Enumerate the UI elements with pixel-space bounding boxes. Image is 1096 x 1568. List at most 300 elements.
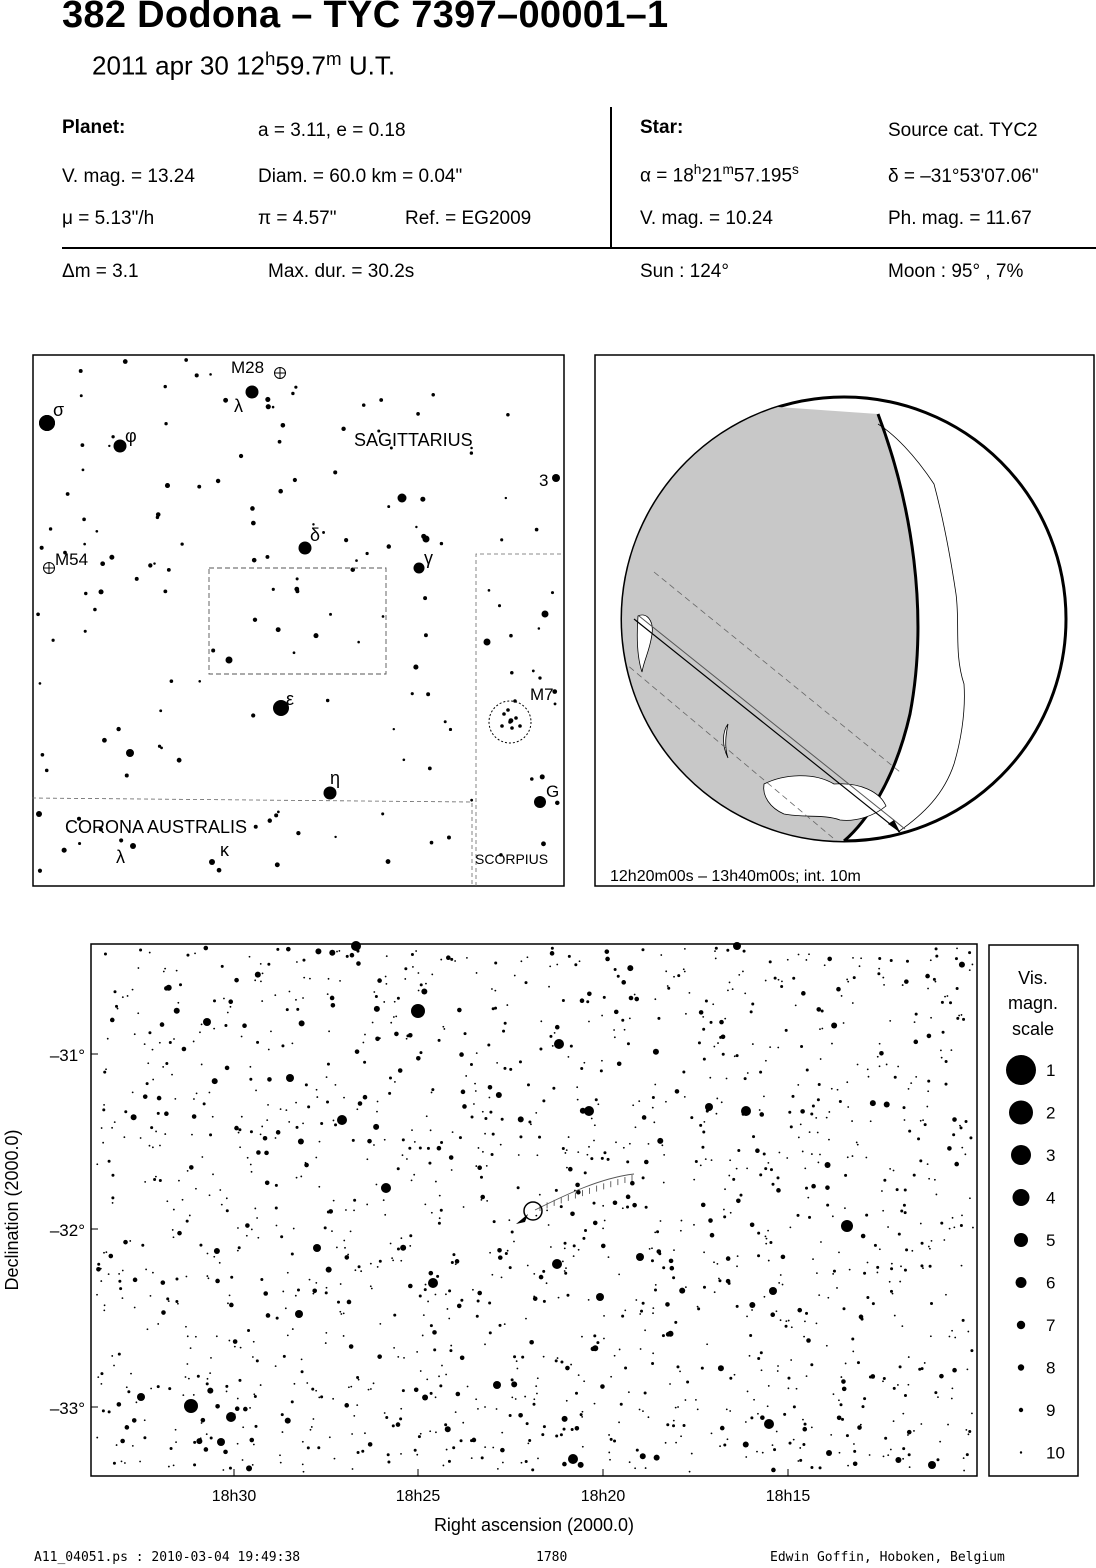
field-star <box>159 1145 161 1147</box>
planet-parallax: π = 4.57" <box>258 208 337 229</box>
x-tick-label: 18h15 <box>765 1488 811 1505</box>
field-star <box>876 1266 879 1269</box>
field-star <box>881 1190 883 1192</box>
field-star <box>680 1230 682 1232</box>
field-star <box>331 1230 333 1232</box>
field-star <box>672 1424 675 1427</box>
field-star <box>613 1440 616 1443</box>
finder-star <box>551 591 554 594</box>
field-star <box>149 952 151 954</box>
field-star <box>482 1151 484 1153</box>
field-star <box>237 1227 239 1229</box>
field-star <box>949 1228 951 1230</box>
x-axis-title: Right ascension (2000.0) <box>433 1515 635 1535</box>
field-star <box>587 991 592 996</box>
field-star <box>797 1460 799 1462</box>
field-star <box>930 1017 932 1019</box>
field-star <box>461 1090 466 1095</box>
field-star <box>711 1159 713 1161</box>
field-star <box>550 951 555 956</box>
finder-star <box>278 440 282 444</box>
finder-star <box>111 435 114 438</box>
field-star <box>496 1408 498 1410</box>
field-star <box>193 1098 195 1100</box>
field-star <box>435 1431 437 1433</box>
field-star <box>614 968 617 971</box>
field-star <box>122 996 124 998</box>
field-star <box>168 1466 170 1468</box>
field-star <box>281 1044 284 1047</box>
field-star <box>718 1365 724 1371</box>
field-star <box>935 947 938 950</box>
field-star <box>229 1467 232 1470</box>
field-star <box>206 1275 208 1277</box>
field-star <box>204 1447 209 1452</box>
field-star <box>118 1280 121 1283</box>
field-star <box>486 1200 488 1202</box>
field-star <box>961 1147 963 1149</box>
field-star <box>246 1465 252 1471</box>
field-star <box>621 980 626 985</box>
field-star <box>340 1313 342 1315</box>
field-star <box>851 1120 853 1122</box>
field-star <box>159 1042 161 1044</box>
field-star <box>591 1347 596 1352</box>
field-star <box>967 1331 969 1333</box>
field-star <box>193 1463 196 1466</box>
field-star <box>476 972 478 974</box>
finder-star <box>265 397 270 402</box>
field-star <box>329 1436 331 1438</box>
finder-star <box>293 478 297 482</box>
field-star <box>141 1244 144 1247</box>
field-star <box>911 1250 913 1252</box>
field-star <box>475 1090 477 1092</box>
finder-star <box>514 716 518 720</box>
field-star <box>384 1412 386 1414</box>
field-star <box>934 1179 936 1181</box>
field-star <box>212 1078 218 1084</box>
field-star <box>309 978 311 980</box>
field-star <box>525 1318 527 1320</box>
field-star <box>788 1387 790 1389</box>
field-star <box>493 1220 496 1223</box>
finder-star <box>381 812 384 815</box>
field-star <box>105 1251 107 1253</box>
field-star <box>456 1392 461 1397</box>
field-star <box>472 1289 474 1291</box>
field-star <box>144 1043 146 1045</box>
field-star <box>657 1017 660 1020</box>
field-star <box>595 1098 598 1101</box>
field-star <box>364 1432 366 1434</box>
field-star <box>454 960 456 962</box>
field-star <box>652 1307 654 1309</box>
field-star <box>765 1235 767 1237</box>
field-star <box>624 1309 626 1311</box>
field-star <box>769 1046 771 1048</box>
finder-star <box>540 774 545 779</box>
field-star <box>839 1403 842 1406</box>
field-star <box>222 1469 224 1471</box>
field-star <box>582 1237 585 1240</box>
field-star <box>316 1089 318 1091</box>
field-star <box>635 1126 637 1128</box>
field-star <box>445 1426 451 1432</box>
field-star <box>623 1147 625 1149</box>
field-star <box>971 1412 973 1414</box>
field-star <box>292 1328 294 1330</box>
field-star <box>450 1345 452 1347</box>
field-star <box>899 1281 901 1283</box>
finder-star <box>296 831 300 835</box>
finder-star <box>431 393 435 397</box>
field-star <box>849 1269 851 1271</box>
field-star <box>913 1430 915 1432</box>
field-star <box>603 996 606 999</box>
field-star <box>944 996 946 998</box>
field-star <box>897 1384 899 1386</box>
field-star <box>961 1214 963 1216</box>
finder-star <box>275 862 280 867</box>
field-star <box>500 1144 502 1146</box>
field-star <box>828 1139 830 1141</box>
finder-star <box>552 474 560 482</box>
field-star <box>229 1303 234 1308</box>
field-star <box>501 1432 503 1434</box>
finder-star <box>538 676 541 679</box>
field-star <box>767 1230 769 1232</box>
field-star <box>629 1017 631 1019</box>
field-star <box>737 1149 740 1152</box>
field-star <box>887 1226 889 1228</box>
field-star <box>350 1386 352 1388</box>
field-star <box>578 1374 580 1376</box>
sun-elongation: Sun : 124° <box>640 261 729 282</box>
field-star <box>596 1341 599 1344</box>
field-star <box>691 1453 693 1455</box>
field-star <box>673 1420 675 1422</box>
field-star <box>954 1337 956 1339</box>
field-star <box>877 972 880 975</box>
finder-star <box>440 542 443 545</box>
field-star <box>763 1152 766 1155</box>
field-star <box>934 1391 937 1394</box>
field-star <box>254 979 256 981</box>
field-star <box>593 1202 596 1205</box>
field-star <box>601 1060 603 1062</box>
field-star <box>925 974 930 979</box>
field-star <box>241 1036 243 1038</box>
field-star <box>373 991 375 993</box>
field-star <box>498 1255 503 1260</box>
field-star <box>583 1062 585 1064</box>
field-star <box>209 1092 211 1094</box>
field-star <box>470 1439 473 1442</box>
field-star <box>719 1020 724 1025</box>
finder-star <box>421 534 426 539</box>
field-star <box>799 1447 801 1449</box>
field-star <box>449 1349 452 1352</box>
field-star <box>133 1278 138 1283</box>
field-star <box>593 1334 596 1337</box>
field-star <box>275 1207 278 1210</box>
field-star <box>900 1265 902 1267</box>
field-star <box>403 1357 405 1359</box>
field-star <box>698 1041 701 1044</box>
star-vmag: V. mag. = 10.24 <box>640 208 773 229</box>
field-star <box>102 1409 105 1412</box>
field-star <box>420 1433 422 1435</box>
field-star <box>313 1418 315 1420</box>
field-star <box>164 968 166 970</box>
field-star <box>566 1167 568 1169</box>
field-star <box>199 1244 202 1247</box>
finder-star <box>198 680 201 683</box>
field-star <box>428 1278 438 1288</box>
field-star <box>121 1460 123 1462</box>
field-star <box>896 1188 899 1191</box>
field-star <box>853 1443 855 1445</box>
scale-dot <box>1018 1364 1024 1370</box>
field-star <box>296 1008 299 1011</box>
field-star <box>564 1272 567 1275</box>
field-star <box>641 948 644 951</box>
field-star <box>805 1187 808 1190</box>
field-star <box>100 1280 102 1282</box>
field-star <box>237 1398 239 1400</box>
globe-map <box>594 354 1096 888</box>
finder-star <box>135 577 139 581</box>
field-star <box>169 1041 172 1044</box>
field-star <box>219 1262 221 1264</box>
field-star <box>588 1146 590 1148</box>
field-star <box>705 1103 713 1111</box>
field-star <box>446 955 451 960</box>
finder-star <box>268 818 272 822</box>
field-star <box>110 1018 115 1023</box>
field-star <box>390 1243 392 1245</box>
field-star <box>385 1416 388 1419</box>
field-star <box>777 1047 779 1049</box>
field-star <box>721 1101 723 1103</box>
field-star <box>104 1304 106 1306</box>
field-star <box>711 1432 713 1434</box>
field-star <box>315 1282 317 1284</box>
field-star <box>147 1062 149 1064</box>
field-star <box>238 1128 241 1131</box>
field-star <box>852 1351 854 1353</box>
field-star <box>801 991 806 996</box>
field-star <box>274 994 276 996</box>
field-star <box>430 1392 433 1395</box>
field-star <box>648 1416 650 1418</box>
field-star <box>214 1248 220 1254</box>
field-star <box>343 1097 345 1099</box>
field-star <box>448 1460 451 1463</box>
field-star <box>238 1379 241 1382</box>
finder-star <box>226 657 233 664</box>
field-star <box>715 958 717 960</box>
x-tick-label: 18h20 <box>580 1488 626 1505</box>
field-star <box>654 1288 657 1291</box>
field-star <box>564 1247 566 1249</box>
field-star <box>757 1357 760 1360</box>
field-star <box>501 1118 504 1121</box>
finder-star <box>277 811 280 814</box>
field-star <box>836 1287 838 1289</box>
field-star <box>802 1151 804 1153</box>
field-star <box>729 1377 732 1380</box>
field-star <box>127 995 129 997</box>
field-star <box>445 1293 447 1295</box>
field-star <box>254 1208 256 1210</box>
field-star <box>956 947 958 949</box>
field-star <box>339 1311 341 1313</box>
field-star <box>541 1433 544 1436</box>
field-star <box>890 1267 893 1270</box>
field-star <box>177 1231 182 1236</box>
field-star <box>952 1133 955 1136</box>
field-star <box>959 962 965 968</box>
field-star <box>295 1102 297 1104</box>
field-star <box>733 942 741 950</box>
field-star <box>402 1154 404 1156</box>
field-star <box>806 1375 808 1377</box>
field-star <box>965 1120 968 1123</box>
finder-star <box>79 369 83 373</box>
field-star <box>962 1319 965 1322</box>
field-star <box>535 1215 537 1217</box>
field-star <box>791 1326 793 1328</box>
field-star <box>533 1403 536 1406</box>
field-star <box>922 1267 924 1269</box>
field-star <box>438 1222 441 1225</box>
field-star <box>459 1136 462 1139</box>
field-star <box>260 963 262 965</box>
field-star <box>857 1064 859 1066</box>
field-star <box>945 1294 947 1296</box>
finder-chart <box>32 354 566 888</box>
field-star <box>260 1384 262 1386</box>
field-star <box>395 1015 397 1017</box>
field-star <box>600 1069 603 1072</box>
field-star <box>521 1356 524 1359</box>
field-star <box>254 1395 257 1398</box>
field-star <box>552 1259 562 1269</box>
field-star <box>201 1422 203 1424</box>
field-star <box>402 1389 405 1392</box>
field-star <box>744 1077 747 1080</box>
field-star <box>101 1127 103 1129</box>
field-star <box>270 1030 272 1032</box>
field-star <box>285 1418 291 1424</box>
field-star <box>304 1163 309 1168</box>
field-star <box>717 1263 719 1265</box>
finder-star <box>403 758 406 761</box>
field-star <box>807 1197 809 1199</box>
finder-star <box>509 634 513 638</box>
field-star <box>411 953 414 956</box>
field-star <box>249 1407 251 1409</box>
field-star <box>484 1406 486 1408</box>
field-star <box>482 1111 484 1113</box>
field-star <box>103 1309 105 1311</box>
finder-star <box>39 682 42 685</box>
field-star <box>488 1085 493 1090</box>
field-star <box>852 1155 854 1157</box>
field-star <box>438 1375 440 1377</box>
field-star <box>333 1200 335 1202</box>
field-star <box>519 1135 522 1138</box>
planet-motion: μ = 5.13"/h <box>62 208 155 229</box>
finder-star <box>416 412 420 416</box>
field-star <box>525 1460 528 1463</box>
field-star <box>521 1462 523 1464</box>
finder-star <box>239 454 243 458</box>
field-star <box>575 1183 580 1188</box>
field-star <box>672 1276 675 1279</box>
field-star <box>377 978 382 983</box>
field-star <box>352 1468 354 1470</box>
field-star <box>533 1398 535 1400</box>
field-star <box>686 1380 689 1383</box>
field-star <box>108 1273 110 1275</box>
finder-star <box>555 801 560 806</box>
field-star <box>371 1288 373 1290</box>
finder-star <box>148 563 152 567</box>
field-star <box>360 1270 362 1272</box>
label-sigma: σ <box>53 400 65 420</box>
field-star <box>601 1015 603 1017</box>
field-star <box>217 1438 225 1446</box>
field-star <box>869 1454 871 1456</box>
globe-caption: 12h20m00s – 13h40m00s; int. 10m <box>610 868 861 885</box>
field-star <box>780 1319 782 1321</box>
field-star <box>666 1423 669 1426</box>
field-star <box>163 971 165 973</box>
field-star <box>546 1209 548 1211</box>
field-star <box>860 1424 862 1426</box>
field-star <box>353 1415 355 1417</box>
field-star <box>185 1376 187 1378</box>
field-star <box>882 977 884 979</box>
field-star <box>570 1045 573 1048</box>
moon-info: Moon : 95° , 7% <box>888 261 1024 282</box>
field-star <box>392 1259 394 1261</box>
field-star <box>750 1416 753 1419</box>
field-star <box>343 1335 345 1337</box>
star-field-chart <box>0 940 1096 1540</box>
field-star <box>260 1278 263 1281</box>
field-star <box>193 1394 195 1396</box>
field-star <box>138 967 140 969</box>
field-star <box>776 1431 778 1433</box>
field-star <box>816 1322 818 1324</box>
finder-star <box>84 630 87 633</box>
field-star <box>907 1384 909 1386</box>
field-star <box>253 1341 255 1343</box>
field-star <box>588 1299 590 1301</box>
field-star <box>905 1248 908 1251</box>
field-star <box>927 988 929 990</box>
field-star <box>189 1165 194 1170</box>
field-star <box>422 1395 428 1401</box>
field-star <box>262 973 264 975</box>
field-star <box>720 1426 725 1431</box>
field-star <box>760 1351 763 1354</box>
field-star <box>935 981 937 983</box>
